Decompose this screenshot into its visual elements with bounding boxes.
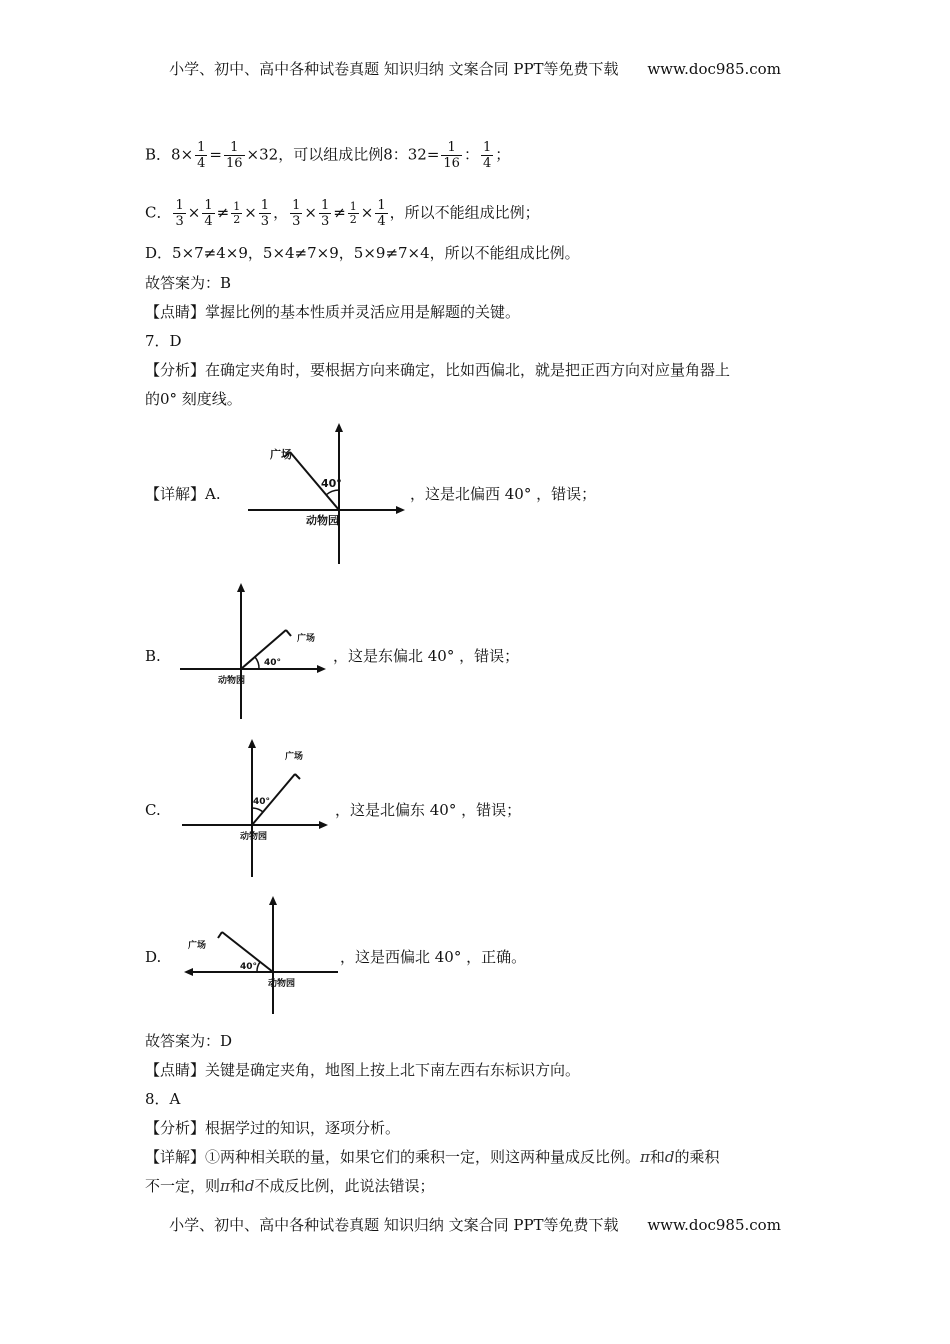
fraction: $\frac{1}{2}$	[233, 200, 241, 226]
fraction: $\frac{1}{3}$	[292, 198, 301, 229]
figure-d	[182, 894, 342, 1016]
q8-detail-line1: 【详解】①两种相关联的量，如果它们的乘积一定，则这两种量成反比例。π和d的乘积	[145, 1148, 720, 1166]
x-axis-arrow	[317, 665, 326, 673]
footer-url[interactable]: www.doc985.com	[647, 1216, 781, 1234]
pi-symbol: π	[220, 1177, 230, 1195]
square-label: 广场	[188, 941, 207, 951]
y-axis-arrow	[237, 583, 245, 592]
fraction: $\frac{1}{3}$	[260, 198, 270, 229]
y-axis-arrow	[335, 423, 343, 432]
q7-analysis-line1: 【分析】在确定夹角时，要根据方向来确定，比如西偏北，就是把正西方向对应量角器上	[145, 361, 731, 379]
square-label: 广场	[297, 634, 316, 644]
fraction: $\frac{1}{16}$	[443, 140, 460, 171]
header-text: 小学、初中、高中各种试卷真题 知识归纳 文案合同 PPT等免费下载	[169, 60, 619, 78]
angle-label: 40°	[240, 962, 258, 972]
angle-arc	[326, 490, 339, 495]
pi-symbol: π	[640, 1148, 650, 1166]
fraction: $\frac{1}{4}$	[377, 198, 386, 229]
header-url[interactable]: www.doc985.com	[647, 60, 781, 78]
ray-tick	[295, 774, 300, 779]
zoo-label: 动物园	[218, 676, 246, 686]
fraction: $\frac{1}{2}$	[349, 200, 357, 226]
q7-option-c-text: ，这是北偏东 40° ，错误；	[335, 801, 522, 819]
angle-label: 40°	[253, 797, 271, 807]
q7-option-a-text: ，这是北偏西 40° ，错误；	[410, 485, 597, 503]
fraction: $\frac{1}{3}$	[320, 198, 330, 229]
fraction: $\frac{1}{4}$	[197, 140, 206, 171]
q7-option-d-text: ，这是西偏北 40° ，正确。	[340, 948, 527, 966]
ray-tick	[286, 630, 291, 636]
q8-analysis: 【分析】根据学过的知识，逐项分析。	[145, 1119, 401, 1137]
fraction: $\frac{1}{3}$	[175, 198, 184, 229]
angle-label: 40°	[321, 477, 342, 490]
q6-option-d: D．5×7≠4×9，5×4≠7×9，5×9≠7×4，所以不能组成比例。	[145, 244, 580, 262]
q7-tip: 【点睛】关键是确定夹角，地图上按上北下南左西右东标识方向。	[145, 1061, 581, 1079]
q7-option-b-text: ，这是东偏北 40° ，错误；	[333, 647, 520, 665]
footer-text: 小学、初中、高中各种试卷真题 知识归纳 文案合同 PPT等免费下载	[169, 1216, 619, 1234]
figure-b	[178, 582, 330, 722]
q6-option-b: B．8× $\frac{1}{4}$ = $\frac{1}{16}$ ×32，可以组成比例8：32= $\frac{1}{16}$ ： $\frac{1}{4}$ ；	[145, 140, 511, 171]
d-symbol: d	[664, 1148, 675, 1166]
q6-option-c: C． $\frac{1}{3}$ × $\frac{1}{4}$ ≠ $\frac{1}{2}$ × $\frac{1}{3}$ ， $\frac{1}{3}$ × $\frac{1}{3}$ ≠ $\frac{1}{2}$ × $\frac{1}{4}$ ，所以不能组成比例；	[145, 198, 540, 229]
d-symbol: d	[244, 1177, 255, 1195]
square-label: 广场	[270, 448, 292, 461]
q7-option-d-prefix: D.	[145, 948, 162, 966]
angle-arc	[255, 657, 259, 669]
zoo-label: 动物园	[240, 832, 268, 842]
q7-option-a-prefix: 【详解】A.	[145, 485, 221, 503]
fraction: $\frac{1}{4}$	[482, 140, 492, 171]
q8-detail-line2: 不一定，则π和d不成反比例，此说法错误；	[145, 1177, 435, 1195]
q7-option-b-prefix: B.	[145, 647, 161, 665]
page-header	[0, 58, 950, 79]
figure-a	[248, 422, 408, 567]
q7-answer: 故答案为：D	[145, 1032, 233, 1050]
figure-c	[180, 738, 332, 880]
q7-title: 7．D	[145, 332, 182, 350]
q6-answer: 故答案为：B	[145, 274, 232, 292]
x-axis-arrow	[184, 968, 193, 976]
x-axis-arrow	[396, 506, 405, 514]
q7-analysis-line2: 的0° 刻度线。	[145, 390, 242, 408]
q6-tip: 【点睛】掌握比例的基本性质并灵活应用是解题的关键。	[145, 303, 521, 321]
square-label: 广场	[285, 752, 304, 762]
q7-option-c-prefix: C.	[145, 801, 161, 819]
angle-arc	[252, 808, 263, 812]
y-axis-arrow	[248, 739, 256, 748]
y-axis-arrow	[269, 896, 277, 905]
ray-tick	[218, 932, 222, 938]
zoo-label: 动物园	[306, 514, 339, 527]
angle-label: 40°	[264, 658, 282, 668]
fraction: $\frac{1}{4}$	[204, 198, 213, 229]
q8-title: 8．A	[145, 1090, 181, 1108]
x-axis-arrow	[319, 821, 328, 829]
zoo-label: 动物园	[268, 979, 296, 989]
fraction: $\frac{1}{16}$	[226, 140, 243, 171]
page-footer	[0, 1214, 950, 1235]
angle-arc	[257, 962, 260, 972]
